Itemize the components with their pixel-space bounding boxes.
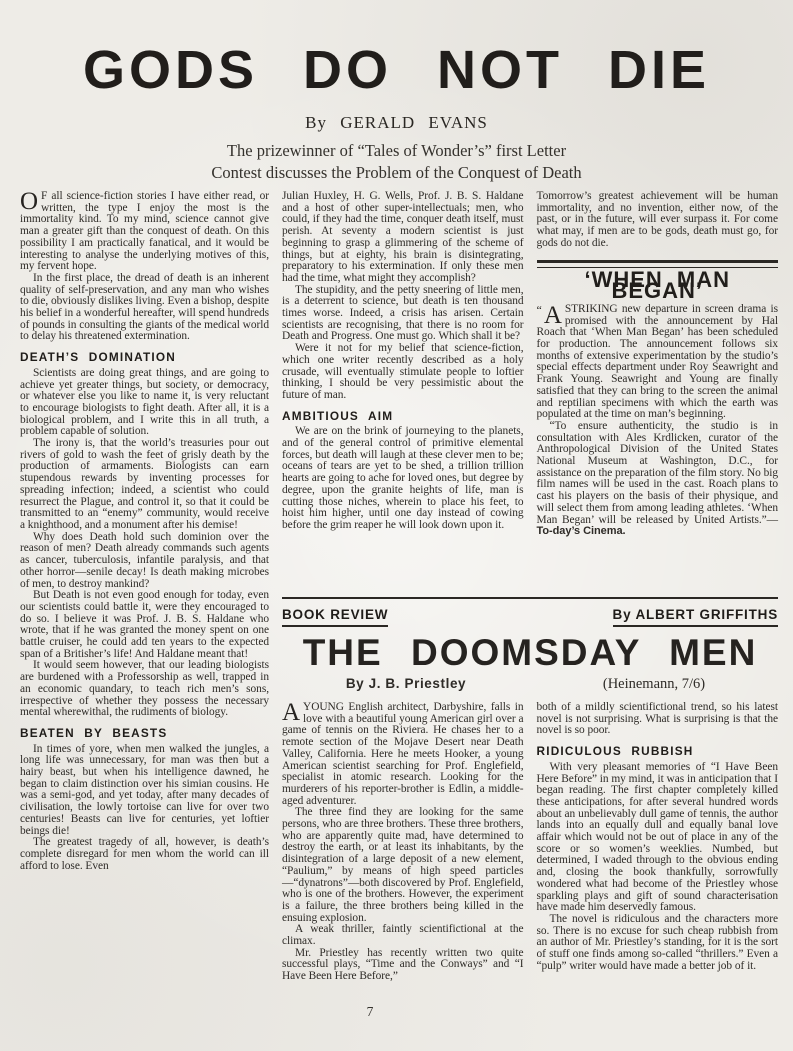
page-number: 7 <box>366 1004 374 1019</box>
article-subtitle-line2: Contest discusses the Problem of the Conquest of Death <box>211 163 582 182</box>
article-column-2 <box>282 191 524 590</box>
paragraph: O F all science-fiction stories I have either read, or written, the type I enjoy the most is the immortality kind. To my mind, science cannot give man a greater gift than the conquest of death. On this possibility I am practically fanatical, and it would be interesting to analyse the underlying motives of this, my fervent hope. <box>20 188 269 273</box>
review-book-author: By J. B. Priestley <box>345 676 467 691</box>
article-header <box>0 0 793 184</box>
article-title: GODS DO NOT DIE <box>82 40 711 100</box>
article-subtitle-line1: The prizewinner of “Tales of Wonder’s” first Letter <box>226 141 567 160</box>
review-columns <box>282 699 778 983</box>
paragraph: In times of yore, when men walked the jungles, a long life was unnecessary, for man was then but a hairy beast, but when his intelligence dawned, he began to claim distinction over his simian cousins. He was a semi-god, and yet today, after many decades of civilisation, the lowly tortoise can live for over two centuries! Beasts can live for centuries, yet loftier beings die! <box>20 742 269 837</box>
paragraph: Tomorrow’s greatest achievement will be human immortality, and no invention, either now, of the past, or in the future, will ever surpass it. For come what may, if men are to be gods, death must go, for gods do not die. <box>536 190 778 249</box>
paragraph: The novel is ridiculous and the characters more so. There is no excuse for such cheap rubbish from an author of Mr. Priestley’s standing, for it is the sort of stuff one finds among so-called “thrillers.” Even a “pulp” writer would have made a better job of it. <box>536 912 778 972</box>
reviewer-byline: By ALBERT GRIFFITHS <box>613 607 778 627</box>
article-column-3 <box>537 191 779 590</box>
dropcap: A <box>282 699 301 726</box>
review-publisher: (Heinemann, 7/6) <box>602 676 706 692</box>
section-heading-beaten-by-beasts: BEATEN BY BEASTS <box>20 725 168 740</box>
review-column-2 <box>537 702 779 983</box>
section-heading-ridiculous-rubbish: RIDICULOUS RUBBISH <box>536 744 694 759</box>
paragraph: “A STRIKING new departure in screen drama is promised with the announcement by Hal Roach that ‘When Man Began’ has been scheduled for production. The announcement follows six months of extensive experimentation by the studio’s special effects department under Roy Seawright and Frank Young. Seawright and Young are finally satisfied that they can bring to the screen the animal and reptilian specimens with which the earth was populated at the time on man’s beginning. <box>536 301 778 421</box>
paragraph: Mr. Priestley has recently written two quite successful plays, “Time and the Conways” and “I Have Been Here Before,” <box>282 946 524 983</box>
paragraph: The stupidity, and the petty sneering of little men, is a deterrent to science, but death is ten thousand times worse. Indeed, a crisis has arisen. Certain scientists are recognising, that there is no room for Death and Progress. One must go. Which shall it be? <box>282 283 524 343</box>
dropcap-with-quote: “A <box>536 301 562 329</box>
paragraph: Scientists are doing great things, and are going to achieve yet greater things, but society, or democracy, or whatever else you like to name it, is very reluctant to encourage biologists to fight death. After all, it is a biological problem, and I write this in all truth, a problem capable of solution. <box>20 366 269 438</box>
paragraph: With very pleasant memories of “I Have Been Here Before” in my mind, it was in anticipation that I began reading. The first chapter completely killed these anticipations, for after several hundred words about an unbelievably dull game of tennis, the author lands into an equally dull and equally banal love affair which would not be out of place in any of the score or so women’s weeklies. Numbed, but determined, I waded through to the obvious ending and, closing the book thankfully, sorrowfully wondered what had become of the Priestley whose sparkling plays and gift of sound characterisation have made him deservedly famous. <box>536 760 778 914</box>
book-review-labels <box>282 607 778 627</box>
paragraph: Why does Death hold such dominion over the reason of men? Death already commands such agents as cancer, tuberculosis, infantile paralysis, and that other horror—senile decay! Is death making microbes of men, to destroy mankind? <box>20 530 269 590</box>
right-area <box>282 191 778 983</box>
paragraph: Julian Huxley, H. G. Wells, Prof. J. B. S. Haldane and a host of other super-intellectuals; men, who could, if they had the time, conquer death itself, must perish. At seventy a modern scientist is just beginning to grasp a glimmering of the scheme of things, but at eighty, his brain is disintegrating, preparatory to his extermination. If only these men had the time, what might they accomplish? <box>282 190 524 284</box>
section-heading-when-man-began: ‘WHEN MAN BEGAN’ <box>584 266 731 304</box>
review-title: THE DOOMSDAY MEN <box>302 632 758 673</box>
paragraph: both of a mildly scientifictional trend, so his latest novel is not surprising. What is surprising is that the novel is so poor. <box>536 701 778 737</box>
paragraph: It would seem however, that our leading biologists are burdened with a Professorship as well, trapped in an economic quandary, to teach rich men’s sons, irrespective of whether they possess the necessary mental wherewithal, the rudiments of biology. <box>20 659 269 719</box>
paragraph: Were it not for my belief that science-fiction, which one writer recently described as a holy crusade, will eventually stimulate people to loftier thinking, I should be very pessimistic about the future of man. <box>282 342 524 401</box>
article-byline: By GERALD EVANS <box>305 113 488 132</box>
review-byline-row <box>282 676 778 693</box>
paragraph: The three find they are looking for the same persons, who are three brothers. These three brothers, who are apparently quite mad, have determined to destroy the earth, or at least its inhabitants, by the disintegration of a large deposit of a new element, “Paulium,” by means of high speed particles—“dynatrons”—both discovered by Prof. Englefield, who is one of the brothers. However, the experiment is a failure, the three brothers being killed in the ensuing explosion. <box>282 806 524 924</box>
right-top-columns <box>282 191 778 590</box>
article-column-1 <box>20 188 269 983</box>
book-review-label: BOOK REVIEW <box>282 607 388 627</box>
dropcap: O <box>20 188 39 215</box>
paragraph: “To ensure authenticity, the studio is in consultation with Ales Krdlicken, curator of the Anthropological Division of the United States National Museum at Washington, D.C., for assistance on the preparation of the film story. No big film names will be used in the cast. Roach plans to cast his players on the basis of their physique, and will select them from among leading athletes. ‘When Man Began’ will be released by United Artists.”—To-day’s Cinema. <box>536 419 778 538</box>
book-review-section <box>282 597 778 983</box>
paragraph: AYOUNG English architect, Darbyshire, falls in love with a beautiful young American girl over a game of tennis on the Riviera. He chases her to a remote section of the Mojave Desert near Death Valley, California. Here he meets Hooker, a young American scientist searching for Prof. Englefield, specialist in atomic research. Looking for the murderers of his reporter-brother is Edlin, a middle-aged adventurer. <box>282 699 524 807</box>
paragraph: A weak thriller, faintly scientifictional at the climax. <box>282 923 524 948</box>
source-citation: To-day’s Cinema. <box>536 525 626 538</box>
paragraph: The irony is, that the world’s treasuries pour out rivers of gold to wash the feet of grisly death by the production of armaments. Biologists can earn stupendous rewards by inventing processes for spreading infection; indeed, a scientist who could resurrect the Plague, and control it, so that it could be transmitted to an “enemy” community, would receive a knighthood, and a monument after his demise! <box>20 437 269 531</box>
article-subtitle <box>0 140 793 184</box>
paragraph: In the first place, the dread of death is an inherent quality of self-preservation, and any man who wishes to die, obviously dislikes living. Even a bishop, despite his belief in a wonderful hereafter, will spend hundreds of pounds in consulting the giants of the medical world to delay his threatened extermination. <box>20 271 269 343</box>
paragraph: But Death is not even good enough for today, even our scientists could battle it, were they encouraged to do so. I believe it was Prof. J. B. S. Haldane who wrote, that if he was granted the money spent on one battle cruiser, he could add ten years to the expected span of a Britisher’s life! And Haldane meant that! <box>20 589 269 660</box>
paragraph: The greatest tragedy of all, however, is death’s complete disregard for men whom the world can ill afford to lose. Even <box>20 836 269 872</box>
section-heading-deaths-domination: DEATH’S DOMINATION <box>20 350 176 365</box>
horizontal-rule <box>282 597 778 599</box>
page-content <box>0 184 793 983</box>
review-column-1 <box>282 699 524 983</box>
paragraph: We are on the brink of journeying to the planets, and of the general control of primitive elemental forces, but death will laugh at these clever men to be; oceans of tears are yet to be shed, a trillion trillion hearts are going to ache for loved ones, but degree by degree, upon the granite heights of life, man is cutting those niches, wherein to place his feet, to hoist him higher, until one day instead of cowing before the grim reaper he will look down upon it. <box>282 425 524 531</box>
section-heading-ambitious-aim: AMBITIOUS AIM <box>282 408 394 423</box>
